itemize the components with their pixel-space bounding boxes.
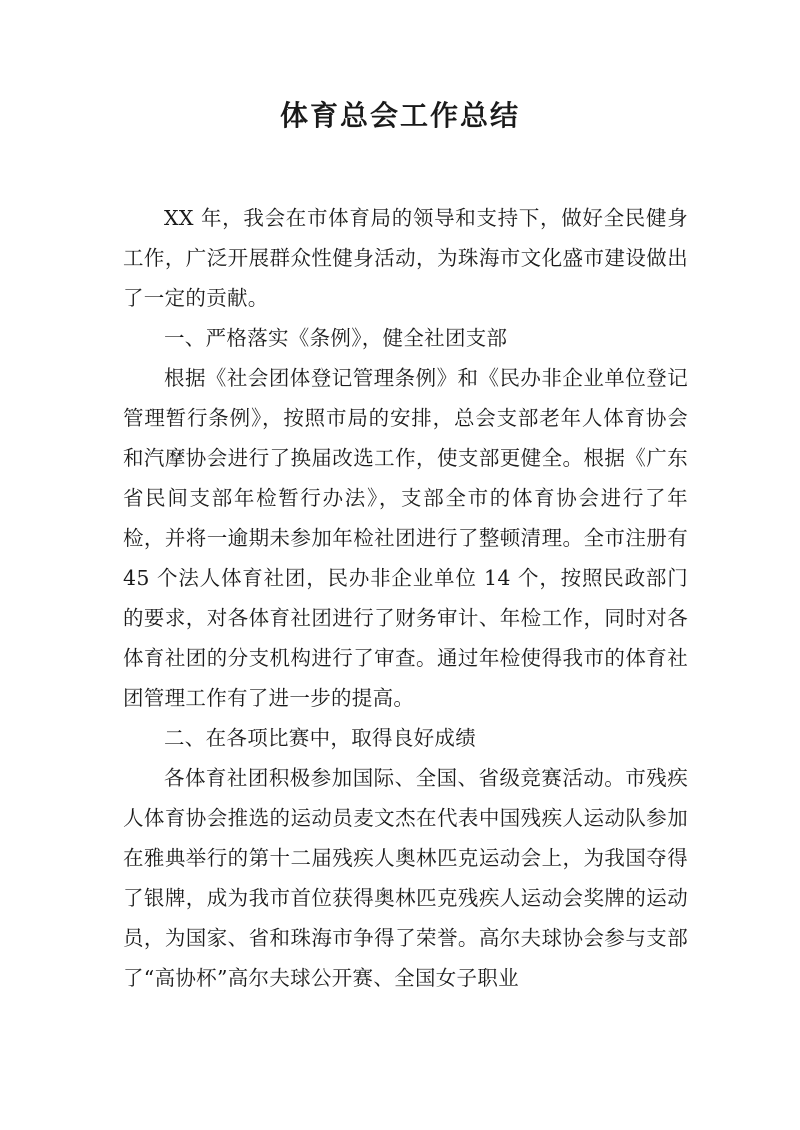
document-body (123, 198, 688, 998)
document-title: 体育总会工作总结 (279, 99, 520, 132)
section-heading-2: 二、在各项比赛中，取得良好成绩 (164, 726, 476, 750)
section-heading-1: 一、严格落实《条例》，健全社团支部 (164, 326, 508, 350)
paragraph-section-2: 各体育社团积极参加国际、全国、省级竞赛活动。市残疾人体育协会推选的运动员麦文杰在代表中国残疾人运动队参加在雅典举行的第十二届残疾人奥林匹克运动会上，为我国夺得了银牌，成为我市首位获得奥林匹克残疾人运动会奖牌的运动员，为国家、省和珠海市争得了荣誉。高尔夫球协会参与支部了“高协杯”高尔夫球公开赛、全国女子职业 (123, 766, 688, 990)
paragraph-intro: XX 年，我会在市体育局的领导和支持下，做好全民健身工作，广泛开展群众性健身活动，为珠海市文化盛市建设做出了一定的贡献。 (123, 206, 688, 310)
paragraph-section-1: 根据《社会团体登记管理条例》和《民办非企业单位登记管理暂行条例》，按照市局的安排，总会支部老年人体育协会和汽摩协会进行了换届改选工作，使支部更健全。根据《广东省民间支部年检暂行办法》，支部全市的体育协会进行了年检，并将一逾期未参加年检社团进行了整顿清理。全市注册有 45 个法人体育社团，民办非企业单位 14 个，按照民政部门的要求，对各体育社团进行了财务审计、年检工作，同时对各体育社团的分支机构进行了审查。通过年检使得我市的体育社团管理工作有了进一步的提高。 (123, 366, 688, 710)
